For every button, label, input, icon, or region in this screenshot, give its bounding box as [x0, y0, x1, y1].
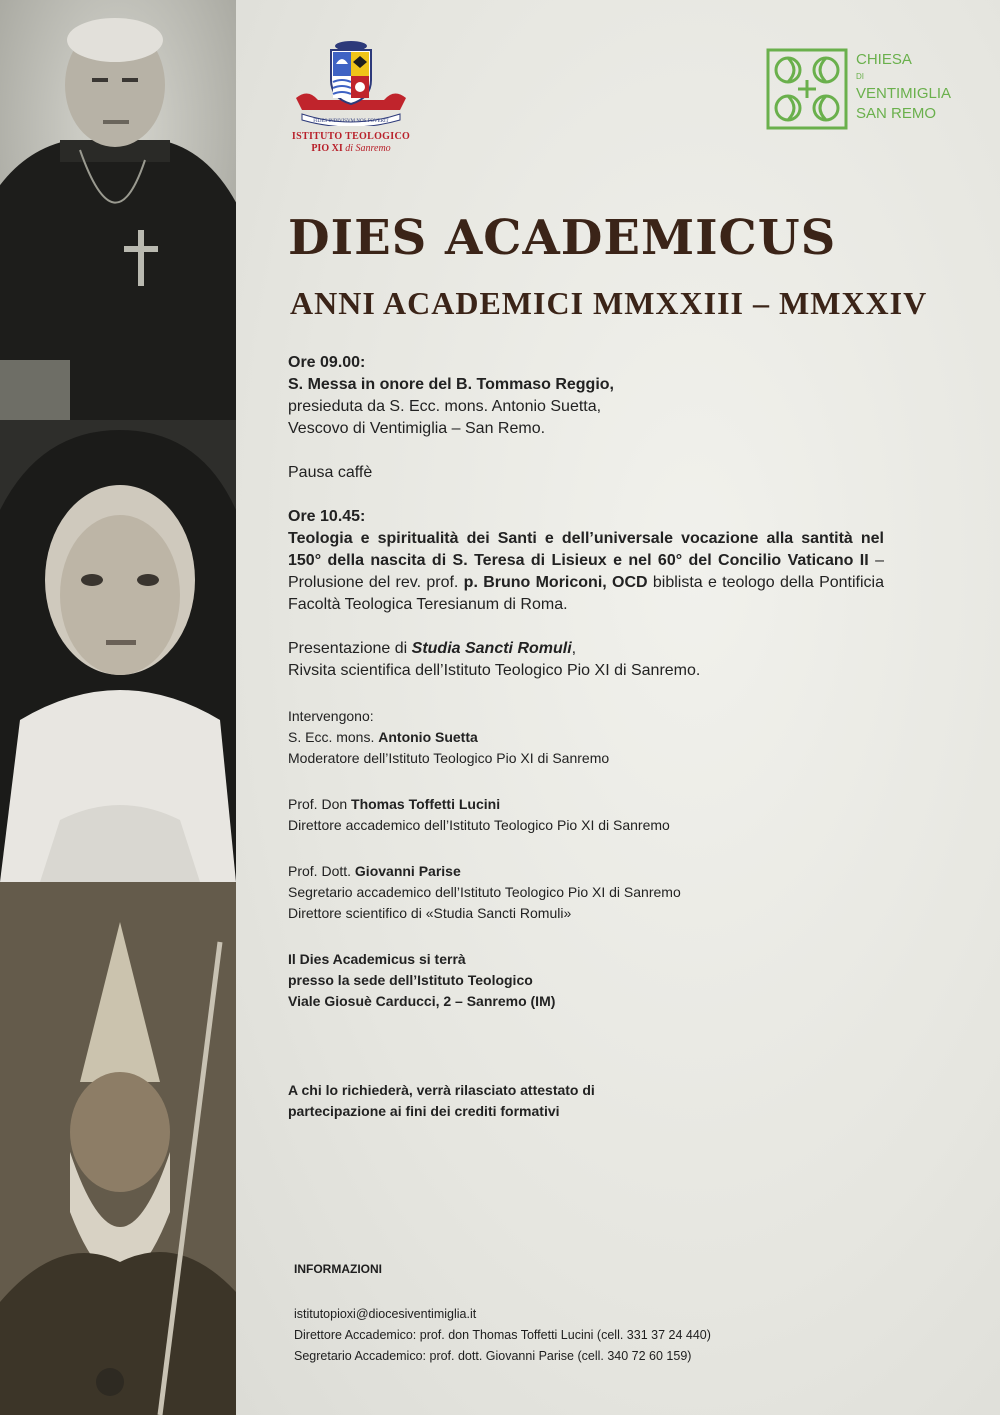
time-first: Ore 09.00:	[288, 354, 366, 371]
diocese-logo	[766, 48, 966, 138]
speaker-name: Prof. Don Thomas Toffetti Lucini	[288, 796, 501, 812]
info-block	[294, 1304, 711, 1367]
info-secretary: Segretario Accademico: prof. dott. Giovanni Parise (cell. 340 72 60 159)	[294, 1349, 692, 1363]
page-title: DIES ACADEMICUS	[288, 210, 837, 266]
certificate-note: A chi lo richiederà, verrà rilasciato attestato di	[288, 1082, 595, 1098]
venue-line: Il Dies Academicus si terrà	[288, 951, 466, 967]
speaker-role: Segretario accademico dell’Istituto Teologico Pio XI di Sanremo	[288, 884, 681, 900]
speaker-name: Prof. Dott. Giovanni Parise	[288, 863, 461, 879]
presentation-description: Rivsita scientifica dell’Istituto Teologico Pio XI di Sanremo.	[288, 662, 701, 679]
coat-of-arms-icon	[288, 40, 414, 126]
speakers-intro: Intervengono:	[288, 708, 374, 724]
diocese-name: CHIESA DI VENTIMIGLIA SAN REMO	[856, 51, 952, 122]
info-director: Direttore Accademico: prof. don Thomas Toffetti Lucini (cell. 331 37 24 440)	[294, 1328, 711, 1342]
presentation-line: Presentazione di Studia Sancti Romuli,	[288, 640, 577, 657]
institute-motto: FIDES INDIVISVM NOS FOVERIT	[313, 119, 389, 124]
celtic-knot-icon	[766, 48, 848, 130]
info-heading: INFORMAZIONI	[294, 1262, 382, 1276]
portrait-saint-romolo	[0, 882, 236, 1415]
speaker-role: Direttore accademico dell’Istituto Teologico Pio XI di Sanremo	[288, 817, 670, 833]
institute-logo	[288, 40, 414, 155]
info-email-link[interactable]: istitutopioxi@diocesiventimiglia.it	[294, 1307, 477, 1321]
speaker-role: Direttore scientifico di «Studia Sancti Romuli»	[288, 905, 572, 921]
venue-address: Viale Giosuè Carducci, 2 – Sanremo (IM)	[288, 993, 556, 1009]
institute-name-line2: PIO XI di Sanremo	[311, 143, 391, 154]
venue-line: presso la sede dell’Istituto Teologico	[288, 972, 533, 988]
institute-name-line1: ISTITUTO TEOLOGICO	[291, 131, 411, 142]
portrait-saint-therese	[0, 420, 236, 882]
speaker-name: S. Ecc. mons. Antonio Suetta	[288, 729, 478, 745]
lecture-paragraph: Teologia e spiritualità dei Santi e dell’universale vocazione alla santità nel 150° della nascita di S. Teresa di Lisieux e nel 60° del Concilio Vaticano II – Prolusione del rev. prof. p. Bruno Moriconi, OCD biblista e teologo della Pontificia Facoltà Teologica Teresianum di Roma.	[288, 530, 885, 613]
program	[288, 352, 884, 1122]
certificate-note: partecipazione ai fini dei crediti formativi	[288, 1103, 560, 1119]
speaker-role: Moderatore dell’Istituto Teologico Pio XI di Sanremo	[288, 750, 610, 766]
page-subtitle: ANNI ACADEMICI MMXXIII – MMXXIV	[290, 285, 928, 321]
portrait-bishop-reggio	[0, 0, 236, 420]
mass-presider: presieduta da S. Ecc. mons. Antonio Suetta,	[288, 398, 602, 415]
mass-bishop: Vescovo di Ventimiglia – San Remo.	[288, 420, 546, 437]
portrait-column	[0, 0, 236, 1415]
mass-title: S. Messa in onore del B. Tommaso Reggio,	[288, 376, 614, 393]
time-second: Ore 10.45:	[288, 508, 366, 525]
coffee-break: Pausa caffè	[288, 464, 373, 481]
